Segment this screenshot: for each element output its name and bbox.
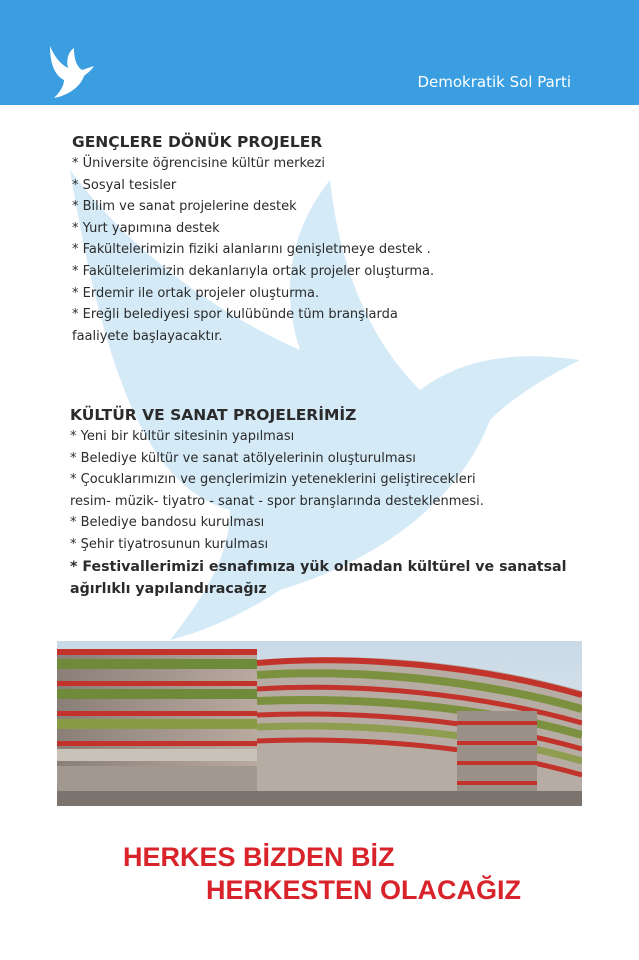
building-image <box>57 641 582 806</box>
list-item: * Fakültelerimizin dekanlarıyla ortak projeler oluşturma. <box>72 263 435 279</box>
slogan-line-1: HERKES BİZDEN BİZ <box>123 842 395 872</box>
list-item: * Çocuklarımızın ve gençlerimizin yeteneklerini geliştirecekleri <box>70 472 476 488</box>
list-item-bold: ağırlıklı yapılandıracağız <box>70 580 267 597</box>
list-item: * Ereğli belediyesi spor kulübünde tüm branşlarda <box>72 307 398 323</box>
list-item: * Bilim ve sanat projelerine destek <box>72 199 297 215</box>
list-item: * Üniversite öğrencisine kültür merkezi <box>72 156 325 171</box>
culture-projects-title: KÜLTÜR VE SANAT PROJELERİMİZ <box>70 406 357 424</box>
youth-projects-title: GENÇLERE DÖNÜK PROJELER <box>72 133 323 151</box>
list-item-bold: * Festivallerimizi esnafımıza yük olmadan kültürel ve sanatsal <box>70 558 567 575</box>
list-item: * Erdemir ile ortak projeler oluşturma. <box>72 285 320 301</box>
dove-icon <box>44 44 96 100</box>
list-item: * Şehir tiyatrosunun kurulması <box>70 536 269 552</box>
youth-projects-section <box>72 131 434 347</box>
list-item: * Yurt yapımına destek <box>72 220 220 236</box>
party-name: Demokratik Sol Parti <box>417 73 571 91</box>
list-item: * Belediye kültür ve sanat atölyelerinin oluşturulması <box>70 450 416 466</box>
list-item: * Belediye bandosu kurulması <box>70 515 265 531</box>
list-item: * Fakültelerimizin fiziki alanlarını genişletmeye destek . <box>72 242 431 258</box>
header-bar <box>0 0 639 105</box>
culture-projects-section <box>70 404 566 600</box>
slogan-line-2: HERKESTEN OLACAĞIZ <box>206 875 522 905</box>
list-item: faaliyete başlayacaktır. <box>72 328 223 344</box>
list-item: * Sosyal tesisler <box>72 177 177 193</box>
list-item: * Yeni bir kültür sitesinin yapılması <box>70 429 295 444</box>
list-item: resim- müzik- tiyatro - sanat - spor branşlarında desteklenmesi. <box>70 493 484 509</box>
